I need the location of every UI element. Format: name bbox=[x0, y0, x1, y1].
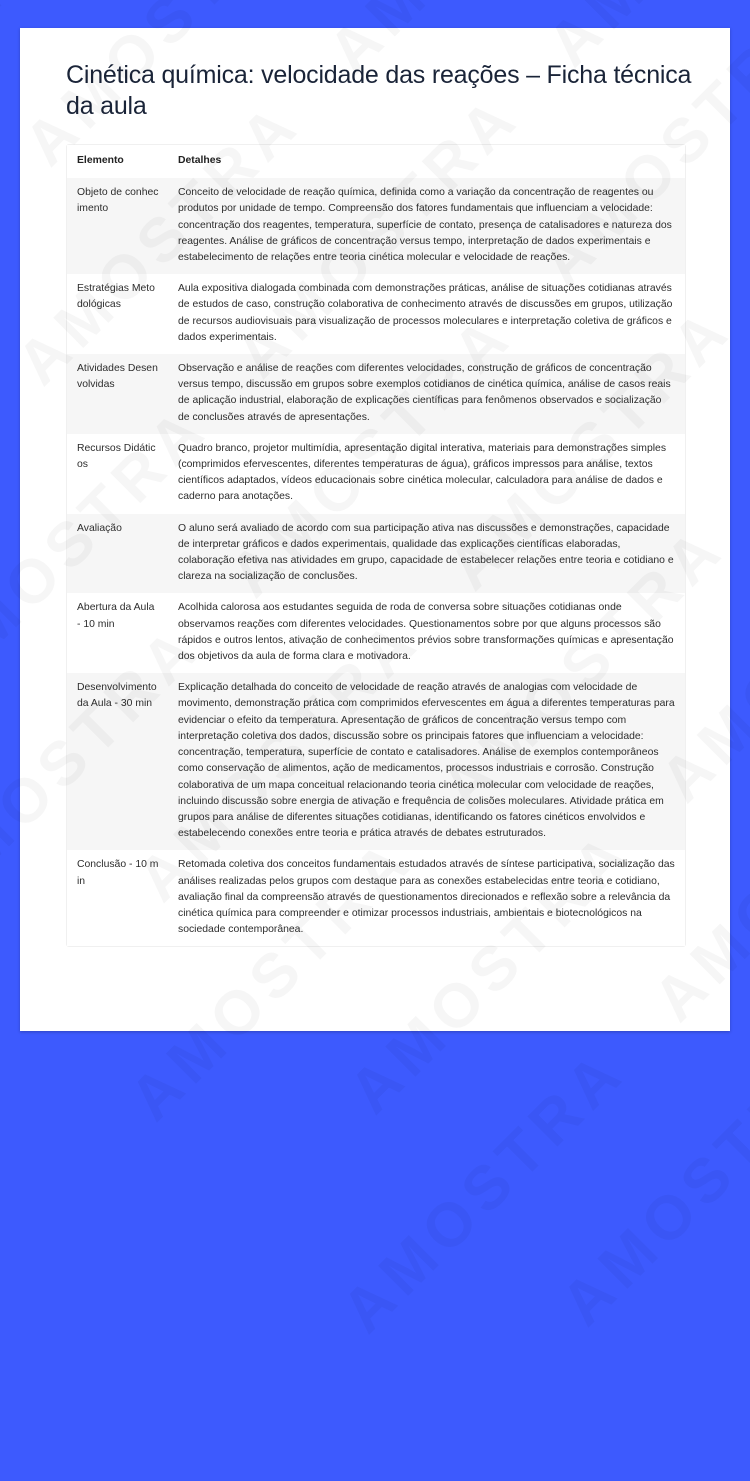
table-header-row bbox=[67, 145, 685, 178]
row-details-text: Aula expositiva dialogada combinada com demonstrações práticas, análise de situações cotidianas através de estudos de caso, construção colaborativa de conhecimento através de discussões em grupos, utilização de recursos audiovisuais para visualização de processos moleculares e interpretação coletiva de gráficos e dados experimentais. bbox=[168, 274, 685, 354]
row-element-label: Avaliação bbox=[67, 514, 168, 594]
row-details-text: O aluno será avaliado de acordo com sua participação ativa nas discussões e demonstrações, capacidade de interpretar gráficos e dados experimentais, qualidade das explicações científicas elaboradas, colaboração efetiva nas atividades em grupo, capacidade de estabelecer relações entre teoria e cotidiano e clareza na socialização de conclusões. bbox=[168, 514, 685, 594]
page-title: Cinética química: velocidade das reações – Ficha técnica da aula bbox=[66, 61, 692, 120]
document-card bbox=[20, 28, 730, 1031]
row-element-label: Recursos Didáticos bbox=[67, 434, 168, 514]
row-details-text: Acolhida calorosa aos estudantes seguida de roda de conversa sobre situações cotidianas onde observamos reações com diferentes velocidades. Questionamentos sobre por que alguns processos são rápidos e outros lentos, ativação de conhecimentos prévios sobre transformações químicas e apresentação dos objetivos da aula de forma clara e motivadora. bbox=[168, 593, 685, 673]
row-element-label: Abertura da Aula - 10 min bbox=[67, 593, 168, 673]
row-details-text: Explicação detalhada do conceito de velocidade de reação através de analogias com velocidade de movimento, demonstração prática com comprimidos efervescentes em água a diferentes temperaturas para evidenciar o efeito da temperatura. Apresentação de gráficos de concentração versus tempo com interpretação coletiva dos dados, discussão sobre os principais fatores que influenciam a velocidade: concentração, temperatura, superfície de contato e catalisadores. Análise de exemplos contemporâneos como conservação de alimentos, ação de medicamentos, processos industriais e corrosão. Construção colaborativa de um mapa conceitual relacionando teoria cinética molecular com velocidade de reações, incluindo discussão sobre energia de ativação e frequência de colisões moleculares. Atividade prática em grupos para análise de diferentes situações cotidianas, identificando os fatores cinéticos envolvidos e estabelecendo conexões entre teoria e prática através de debates estruturados. bbox=[168, 673, 685, 850]
table-row-atividades-desenvolvidas bbox=[67, 354, 685, 434]
row-details-text: Retomada coletiva dos conceitos fundamentais estudados através de síntese participativa, socialização das análises realizadas pelos grupos com destaque para as conexões estabelecidas entre teoria e cotidiano, avaliação final da compreensão através de questionamentos direcionados e reflexão sobre a relevância da cinética química para compreender e otimizar processos industriais, ambientais e biotecnológicos na sociedade contemporânea. bbox=[168, 850, 685, 946]
column-header-details: Detalhes bbox=[168, 145, 685, 178]
row-details-text: Conceito de velocidade de reação química, definida como a variação da concentração de reagentes ou produtos por unidade de tempo. Compreensão dos fatores fundamentais que influenciam a velocidade: concentração dos reagentes, temperatura, superfície de contato, presença de catalisadores e natureza dos reagentes. Análise de gráficos de concentração versus tempo, interpretação de dados experimentais e estabelecimento de relações entre teoria cinética molecular e velocidade de reações. bbox=[168, 178, 685, 274]
table-row-estrategias-metodologicas bbox=[67, 274, 685, 354]
table-row-desenvolvimento-da-aula bbox=[67, 673, 685, 850]
row-element-label: Conclusão - 10 min bbox=[67, 850, 168, 946]
row-element-label: Estratégias Metodológicas bbox=[67, 274, 168, 354]
lesson-table-container bbox=[66, 144, 686, 947]
table-row-objeto-de-conhecimento bbox=[67, 178, 685, 274]
row-details-text: Quadro branco, projetor multimídia, apresentação digital interativa, materiais para demonstrações simples (comprimidos efervescentes, diferentes temperaturas de água), gráficos impressos para análise, textos científicos adaptados, vídeos educacionais sobre cinética molecular, calculadora para análise de dados e caderno para anotações. bbox=[168, 434, 685, 514]
column-header-element: Elemento bbox=[67, 145, 168, 178]
table-row-abertura-da-aula bbox=[67, 593, 685, 673]
row-element-label: Objeto de conhecimento bbox=[67, 178, 168, 274]
table-row-recursos-didaticos bbox=[67, 434, 685, 514]
table-row-conclusao bbox=[67, 850, 685, 946]
table-row-avaliacao bbox=[67, 514, 685, 594]
row-element-label: Atividades Desenvolvidas bbox=[67, 354, 168, 434]
row-details-text: Observação e análise de reações com diferentes velocidades, construção de gráficos de concentração versus tempo, discussão em grupos sobre exemplos cotidianos de cinética química, análise de casos reais de aplicação industrial, elaboração de explicações científicas para fenômenos observados e socialização de conclusões através de apresentações. bbox=[168, 354, 685, 434]
row-element-label: Desenvolvimento da Aula - 30 min bbox=[67, 673, 168, 850]
lesson-table bbox=[67, 145, 685, 946]
